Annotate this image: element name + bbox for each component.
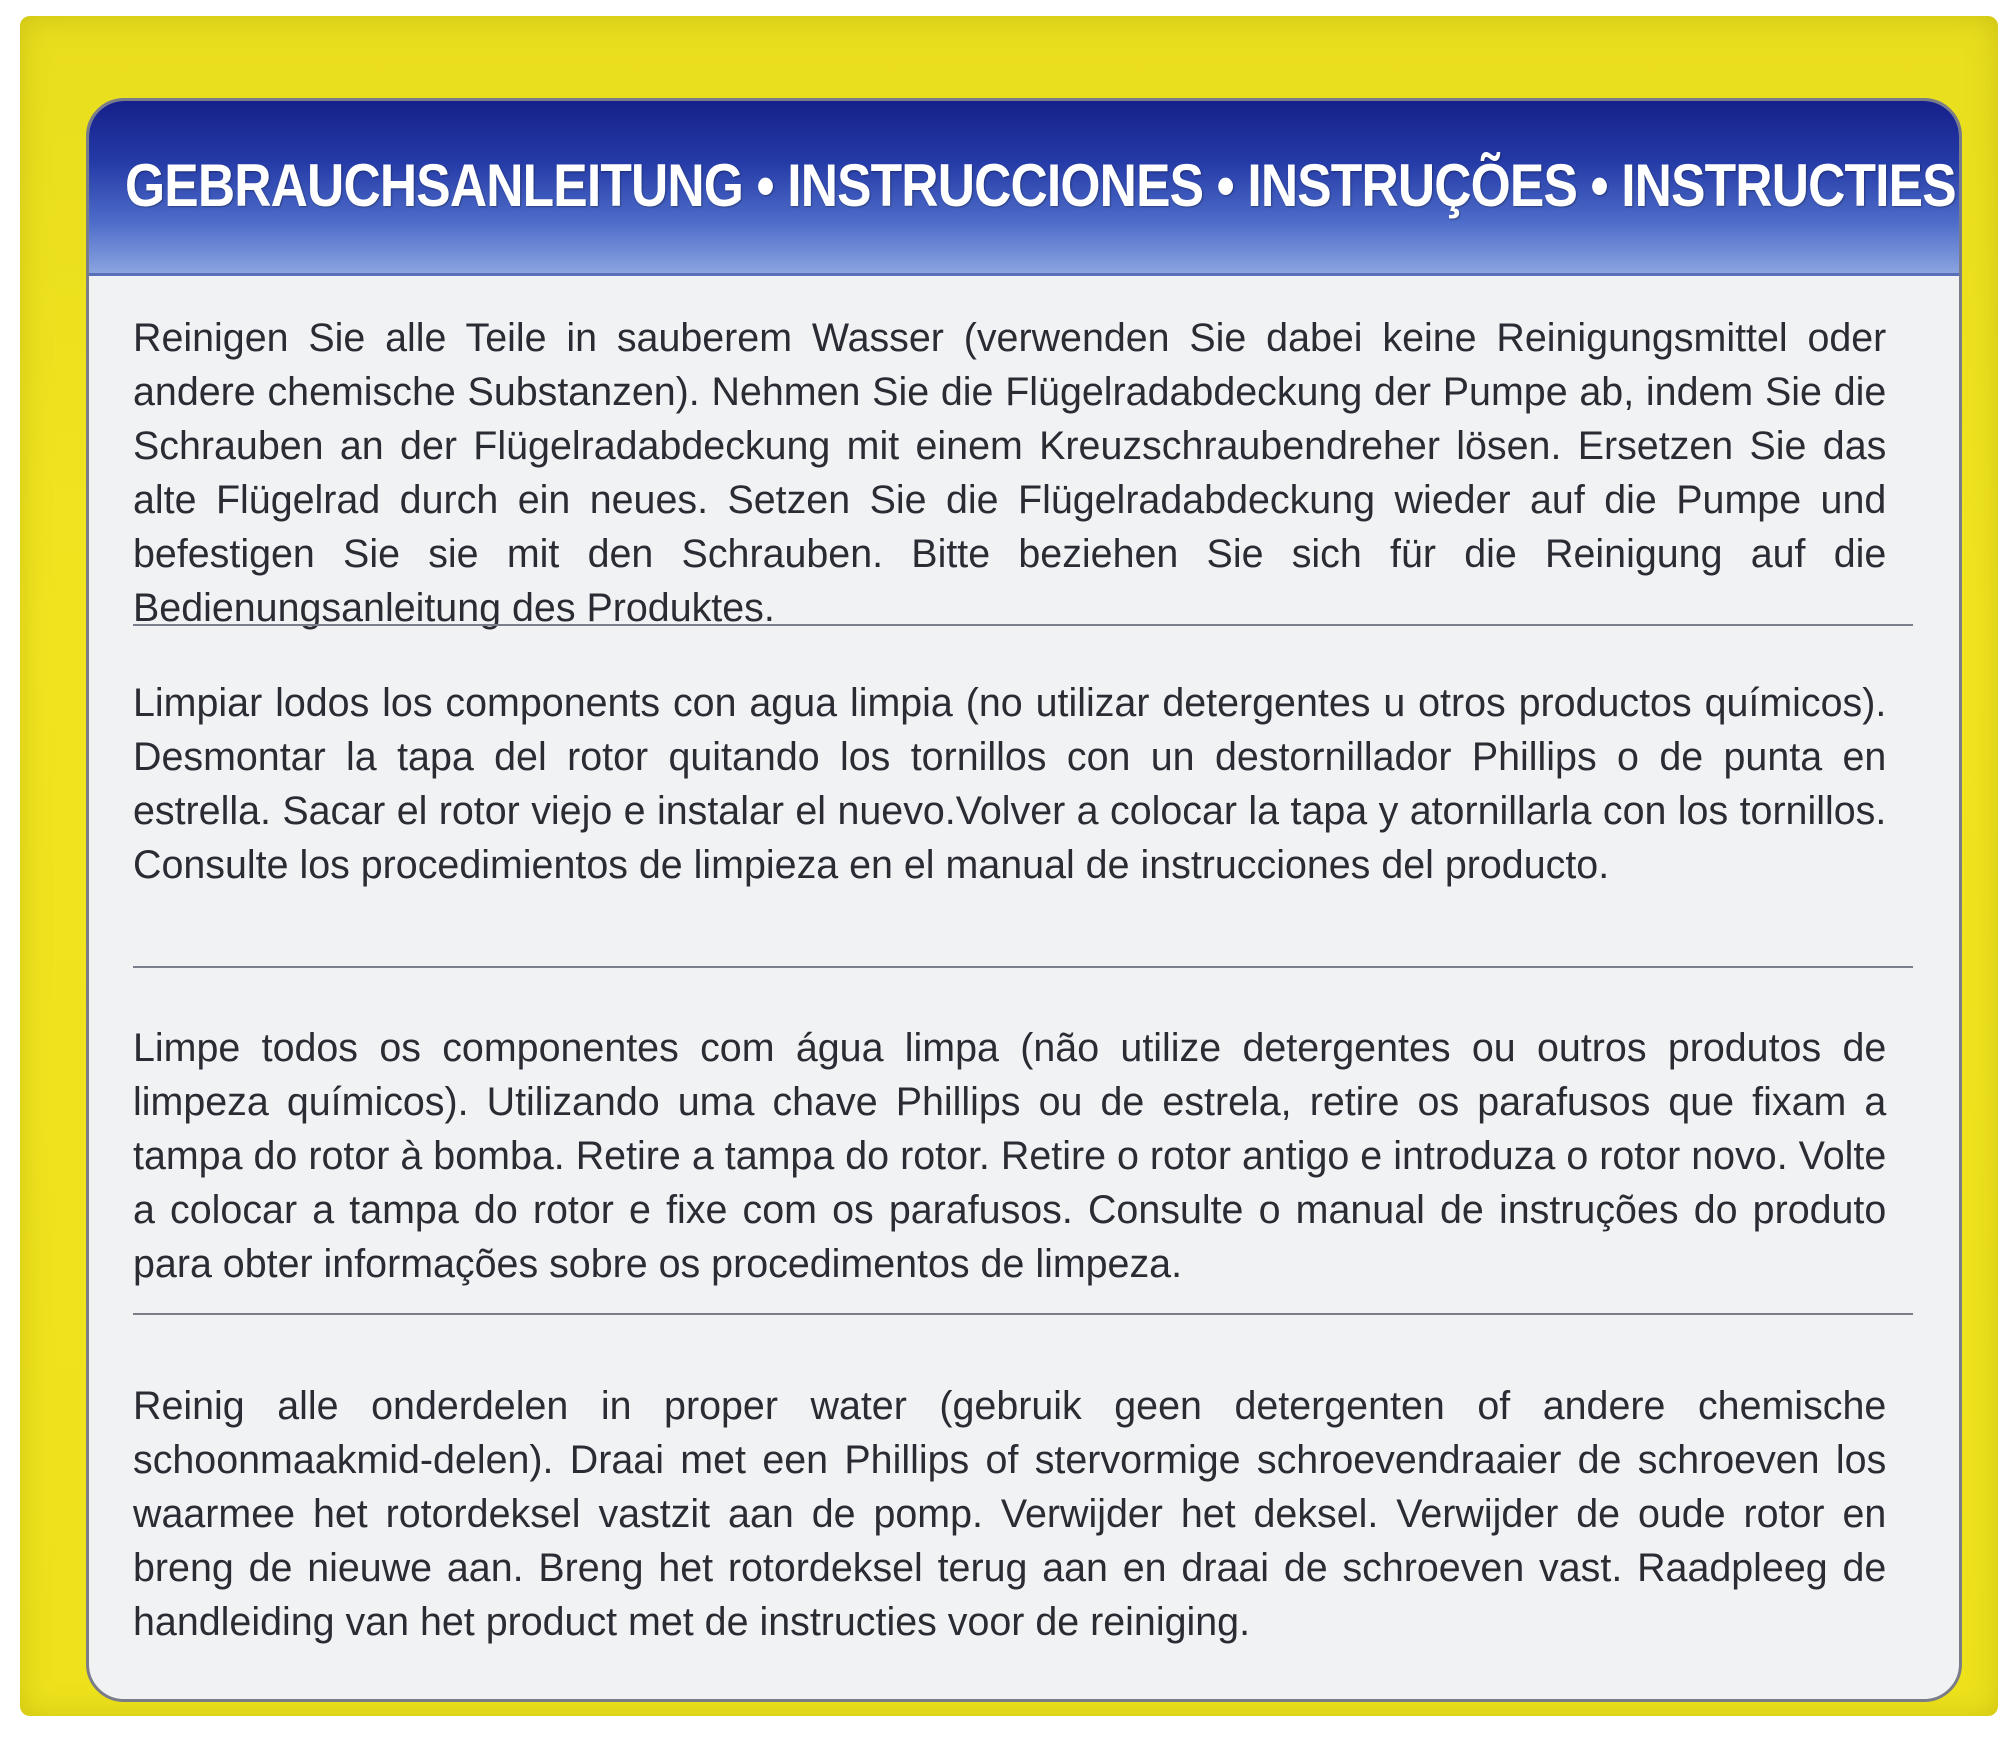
instructions-german: Reinigen Sie alle Teile in sauberem Wasser (verwenden Sie dabei keine Reinigungsmittel oder andere chemische Substanzen). Nehmen Sie die Flügelradabdeckung der Pumpe ab, indem Sie die Schrauben an der Flügelradabdeckung mit einem Kreuzschraubendreher lösen. Ersetzen Sie das alte Flügelrad durch ein neues. Setzen Sie die Flügelradabdeckung wieder auf die Pumpe und befestigen Sie sie mit den Schrauben. Bitte beziehen Sie sich für die Reinigung auf die Bedienungsanleitung des Produktes. (133, 316, 1887, 630)
section-divider (133, 624, 1913, 626)
section-divider (133, 966, 1913, 968)
instructions-spanish: Limpiar lodos los components con agua limpia (no utilizar detergentes u otros productos químicos). Desmontar la tapa del rotor quitando los tornillos con un destornillador Phillips o de punta en estrella. Sacar el rotor viejo e instalar el nuevo.Volver a colocar la tapa y atornillarla con los tornillos. Consulte los procedimientos de limpieza en el manual de instrucciones del producto. (133, 681, 1887, 887)
packaging-box-face (20, 16, 1998, 1716)
instructions-dutch: Reinig alle onderdelen in proper water (gebruik geen detergenten of andere chemische schoonmaakmid-delen). Draai met een Phillips of stervormige schroevendraaier de schroeven los waarmee het rotordeksel vastzit aan de pomp. Verwijder het deksel. Verwijder de oude rotor en breng de nieuwe aan. Breng het rotordeksel terug aan en draai de schroeven vast. Raadpleeg de handleiding van het product met de instructies voor de reiniging. (133, 1384, 1887, 1644)
instructions-panel (86, 98, 1962, 1702)
banner-title: GEBRAUCHSANLEITUNG • INSTRUCCIONES • INSTRUÇÕES • INSTRUCTIES (125, 152, 1956, 219)
title-banner (89, 101, 1959, 276)
instructions-portuguese: Limpe todos os componentes com água limpa (não utilize detergentes ou outros produtos de limpeza químicos). Utilizando uma chave Phillips ou de estrela, retire os parafusos que fixam a tampa do rotor à bomba. Retire a tampa do rotor. Retire o rotor antigo e introduza o rotor novo. Volte a colocar a tampa do rotor e fixe com os parafusos. Consulte o manual de instruções do produto para obter informações sobre os procedimentos de limpeza. (133, 1026, 1887, 1286)
section-divider (133, 1313, 1913, 1315)
